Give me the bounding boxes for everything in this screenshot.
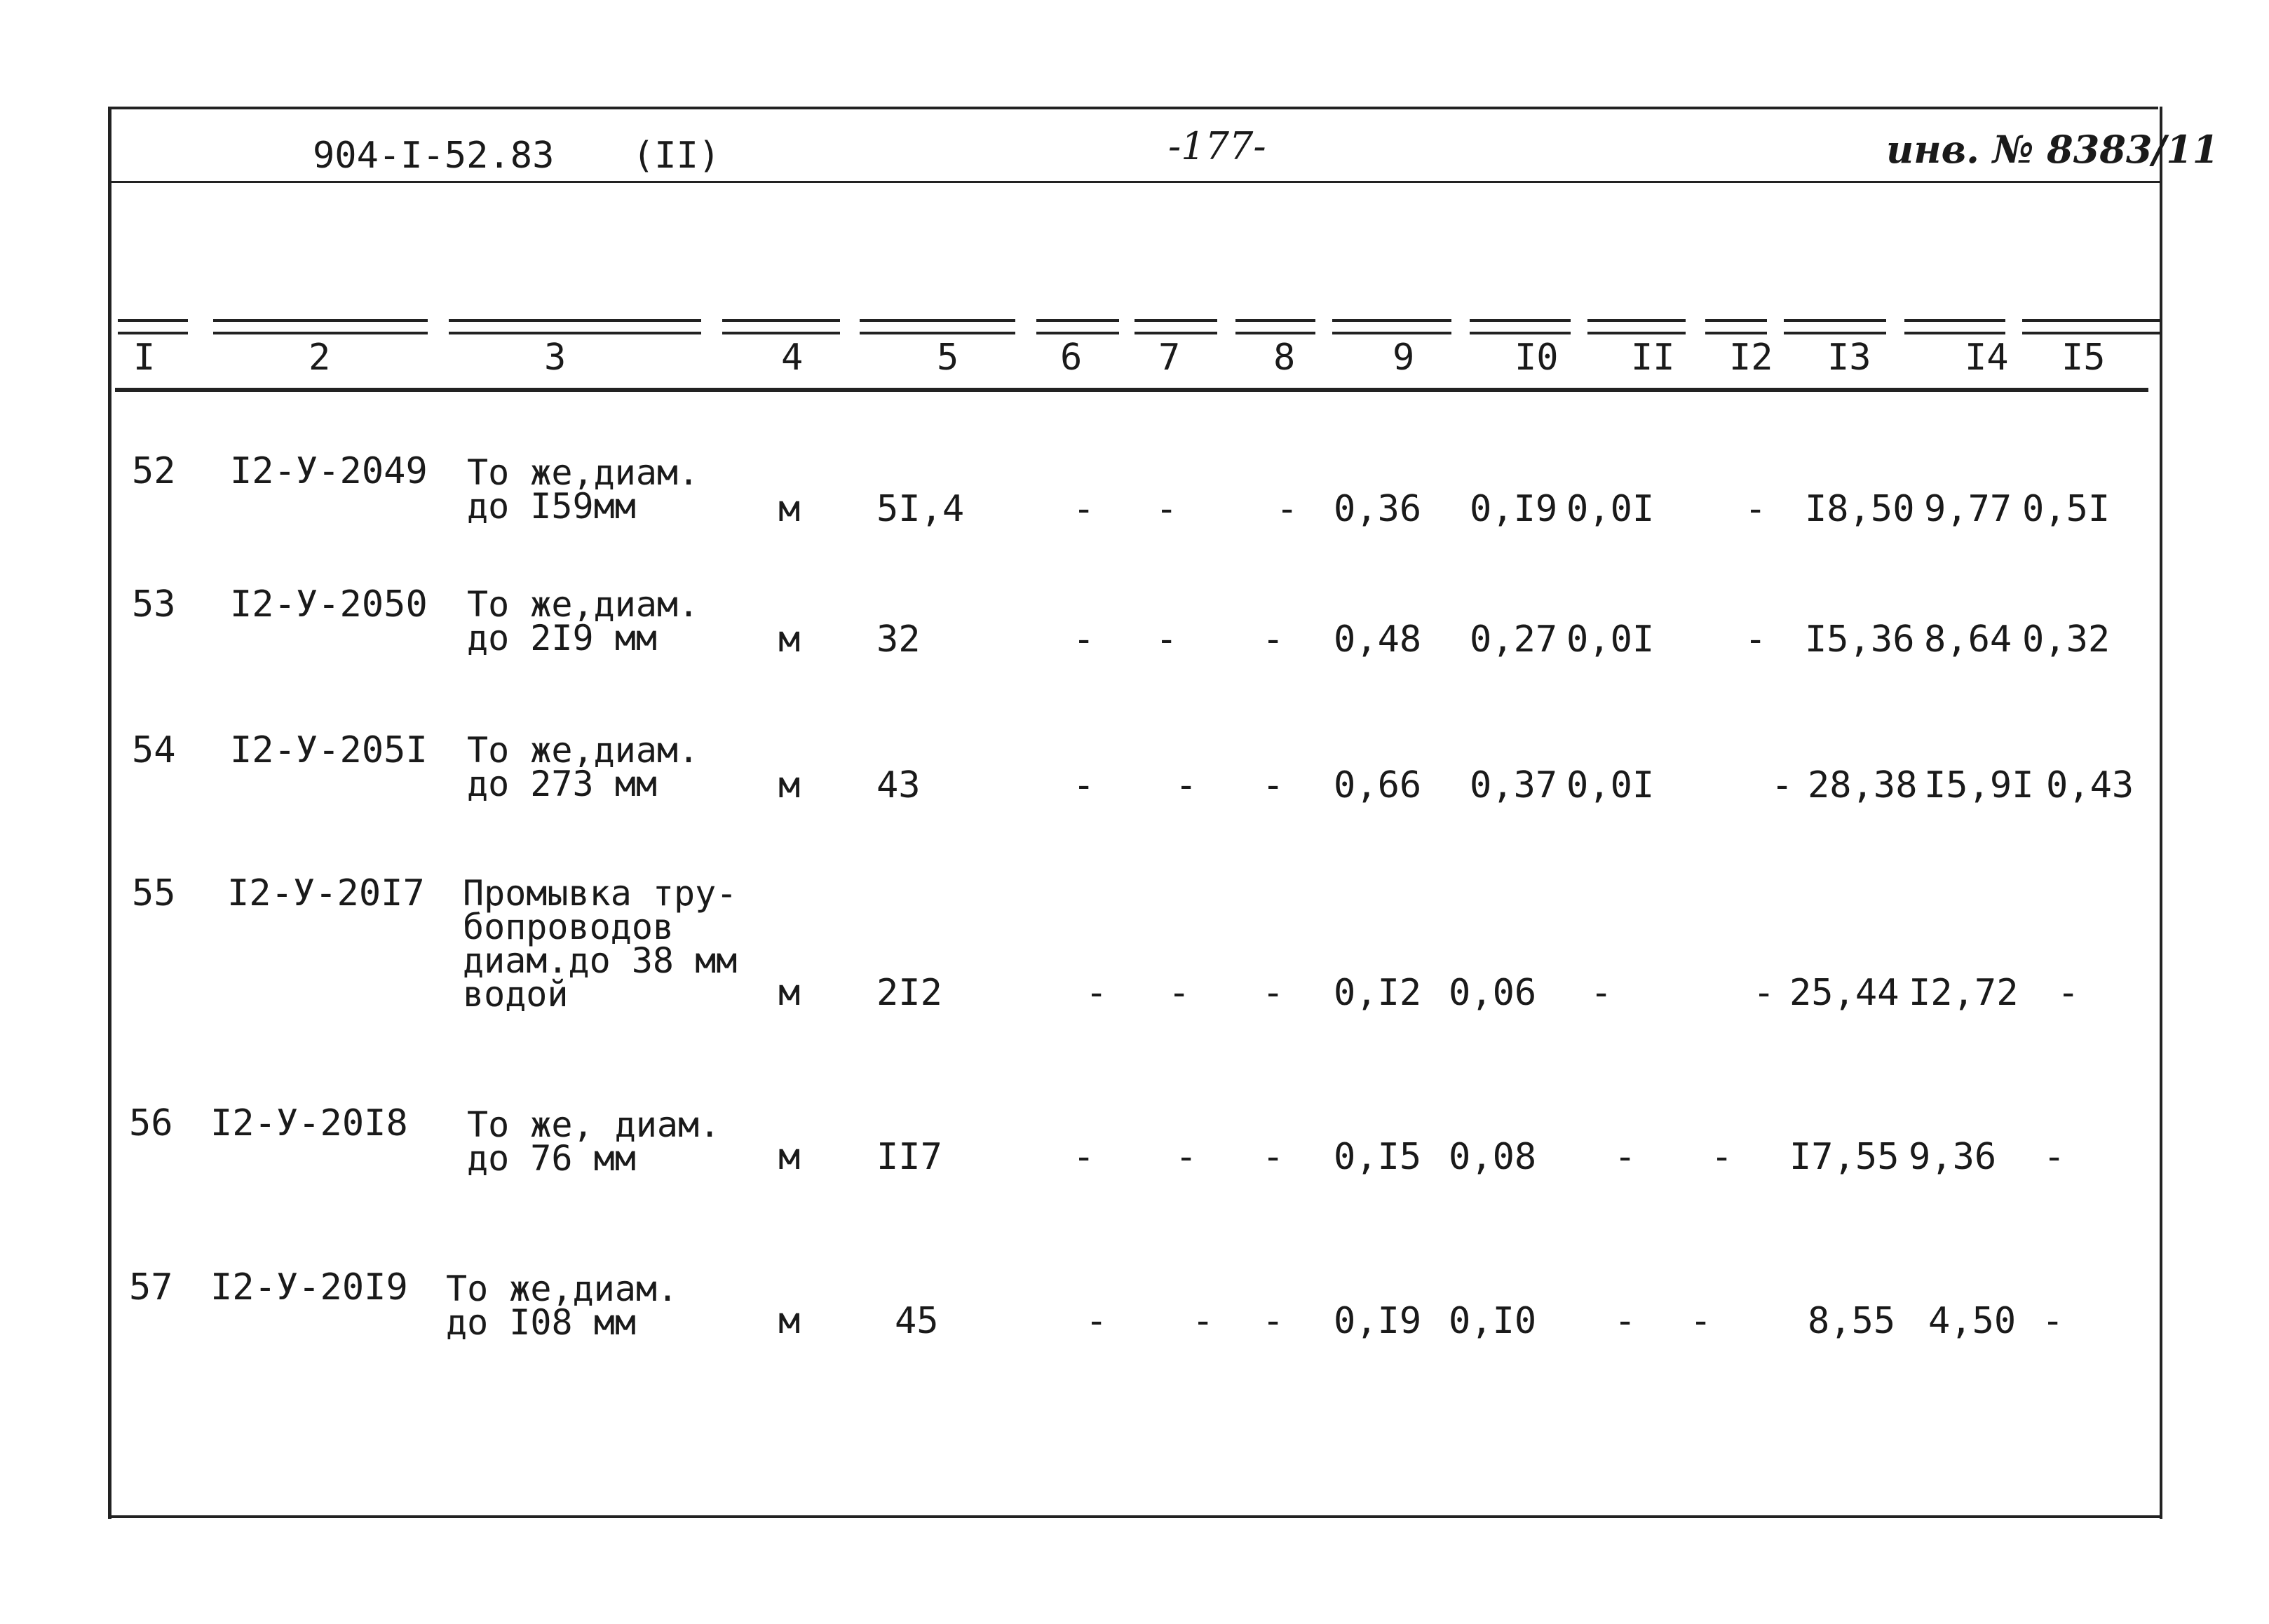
row-col7: -: [1175, 764, 1198, 806]
row-col13: 25,44: [1789, 972, 1899, 1014]
row-unit: м: [778, 618, 801, 661]
row-description: То же, диам. до 76 мм: [467, 1104, 721, 1179]
row-col12: -: [1711, 1136, 1733, 1178]
row-col6: -: [1085, 1300, 1108, 1342]
row-quantity: 45: [895, 1300, 939, 1342]
inventory-number: инв. № 8383/11: [1886, 127, 2219, 172]
row-code: I2-У-2050: [230, 583, 428, 625]
row-col10: 0,08: [1449, 1136, 1537, 1178]
row-col9: 0,48: [1334, 618, 1422, 661]
row-col14: 4,50: [1928, 1300, 2017, 1342]
row-col8: -: [1276, 488, 1299, 530]
row-col15: -: [2043, 1136, 2066, 1178]
row-quantity: 32: [876, 618, 921, 661]
row-code: I2-У-20I9: [210, 1266, 408, 1308]
column-header-10: I0: [1515, 337, 1559, 379]
row-col13: 8,55: [1808, 1300, 1896, 1342]
row-col7: -: [1192, 1300, 1214, 1342]
colhead-dash: [449, 319, 701, 334]
row-number: 55: [132, 872, 176, 914]
colhead-dash: [1705, 319, 1767, 334]
frame-bottom-border: [111, 1515, 2161, 1518]
row-quantity: 5I,4: [876, 488, 965, 530]
doc-code: 904-I-52.83: [313, 135, 555, 177]
row-col13: I8,50: [1805, 488, 1915, 530]
row-col14: I5,9I: [1924, 764, 2034, 806]
column-header-12: I2: [1729, 337, 1773, 379]
row-code: I2-У-2049: [230, 450, 428, 492]
row-description: То же,диам. до I59мм: [467, 452, 700, 527]
column-header-6: 6: [1060, 337, 1083, 379]
row-col15: -: [2057, 972, 2080, 1014]
row-col11: 0,0I: [1566, 618, 1655, 661]
row-col12: -: [1771, 764, 1794, 806]
frame-top-border: [111, 107, 2158, 109]
colhead-dash: [860, 319, 1015, 334]
row-col14: 8,64: [1924, 618, 2012, 661]
colhead-dash: [1332, 319, 1451, 334]
colhead-dash: [1036, 319, 1119, 334]
row-number: 53: [132, 583, 176, 625]
row-col12: -: [1745, 618, 1767, 661]
column-header-15: I5: [2061, 337, 2106, 379]
page-number: -177-: [1168, 124, 1266, 168]
row-col11: -: [1614, 1136, 1637, 1178]
row-unit: м: [778, 488, 801, 530]
row-description: То же,диам. до 2I9 мм: [467, 584, 700, 658]
row-col9: 0,I5: [1334, 1136, 1422, 1178]
column-header-3: 3: [544, 337, 567, 379]
column-header-4: 4: [781, 337, 804, 379]
row-unit: м: [778, 1136, 801, 1178]
row-col8: -: [1262, 1136, 1285, 1178]
row-col6: -: [1073, 1136, 1095, 1178]
doc-part: (II): [632, 135, 721, 177]
colhead-dash: [1904, 319, 2005, 334]
column-header-1: I: [133, 337, 156, 379]
row-col12: -: [1690, 1300, 1712, 1342]
row-col6: -: [1073, 618, 1095, 661]
row-description: То же,диам. до 273 мм: [467, 730, 700, 804]
row-col8: -: [1262, 764, 1285, 806]
colhead-dash: [1134, 319, 1217, 334]
row-quantity: 2I2: [876, 972, 942, 1014]
row-col10: 0,I0: [1449, 1300, 1537, 1342]
row-col15: -: [2042, 1300, 2064, 1342]
colhead-dash: [118, 319, 188, 334]
frame-right-border: [2160, 107, 2162, 1519]
colhead-dash: [1235, 319, 1315, 334]
colhead-dash: [722, 319, 840, 334]
row-col8: -: [1262, 972, 1285, 1014]
row-col14: 9,77: [1924, 488, 2012, 530]
row-col12: -: [1753, 972, 1775, 1014]
frame-left-border: [108, 107, 111, 1519]
column-header-8: 8: [1273, 337, 1296, 379]
row-col10: 0,27: [1470, 618, 1558, 661]
row-quantity: II7: [876, 1136, 942, 1178]
column-header-underline: [115, 388, 2148, 392]
row-quantity: 43: [876, 764, 921, 806]
row-col12: -: [1745, 488, 1767, 530]
column-header-14: I4: [1965, 337, 2009, 379]
colhead-dash: [1470, 319, 1571, 334]
row-col6: -: [1085, 972, 1108, 1014]
row-col15: 0,5I: [2022, 488, 2111, 530]
row-col13: I7,55: [1789, 1136, 1899, 1178]
row-code: I2-У-20I7: [227, 872, 425, 914]
row-description: Промывка тру- бопроводов диам.до 38 мм водой: [463, 873, 738, 1015]
row-number: 57: [129, 1266, 173, 1308]
colhead-dash: [1784, 319, 1886, 334]
row-col10: 0,37: [1470, 764, 1558, 806]
row-col10: 0,06: [1449, 972, 1537, 1014]
row-col9: 0,36: [1334, 488, 1422, 530]
colhead-dash: [1587, 319, 1686, 334]
row-col10: 0,I9: [1470, 488, 1558, 530]
row-col9: 0,I2: [1334, 972, 1422, 1014]
column-header-5: 5: [937, 337, 959, 379]
row-col6: -: [1073, 764, 1095, 806]
row-col8: -: [1262, 1300, 1285, 1342]
row-unit: м: [778, 1300, 801, 1342]
row-col7: -: [1156, 618, 1178, 661]
column-header-13: I3: [1827, 337, 1871, 379]
column-header-2: 2: [309, 337, 331, 379]
column-header-11: II: [1631, 337, 1675, 379]
row-col9: 0,I9: [1334, 1300, 1422, 1342]
row-code: I2-У-20I8: [210, 1102, 408, 1144]
row-col11: -: [1590, 972, 1613, 1014]
row-col9: 0,66: [1334, 764, 1422, 806]
row-unit: м: [778, 972, 801, 1014]
row-number: 56: [129, 1102, 173, 1144]
row-col14: 9,36: [1909, 1136, 1997, 1178]
column-header-7: 7: [1158, 337, 1181, 379]
row-col11: 0,0I: [1566, 764, 1655, 806]
row-unit: м: [778, 764, 801, 806]
row-col11: -: [1614, 1300, 1637, 1342]
row-col7: -: [1168, 972, 1191, 1014]
colhead-dash: [2022, 319, 2160, 334]
row-col15: 0,43: [2046, 764, 2134, 806]
column-header-9: 9: [1393, 337, 1415, 379]
row-col13: I5,36: [1805, 618, 1915, 661]
row-col6: -: [1073, 488, 1095, 530]
row-col7: -: [1156, 488, 1178, 530]
header-divider: [111, 181, 2161, 183]
row-col14: I2,72: [1909, 972, 2019, 1014]
row-description: То же,диам. до I08 мм: [446, 1268, 679, 1343]
row-col7: -: [1175, 1136, 1198, 1178]
row-code: I2-У-205I: [230, 729, 428, 771]
colhead-dash: [213, 319, 428, 334]
row-col11: 0,0I: [1566, 488, 1655, 530]
row-col13: 28,38: [1808, 764, 1918, 806]
row-number: 52: [132, 450, 176, 492]
row-col15: 0,32: [2022, 618, 2111, 661]
row-col8: -: [1262, 618, 1285, 661]
row-number: 54: [132, 729, 176, 771]
